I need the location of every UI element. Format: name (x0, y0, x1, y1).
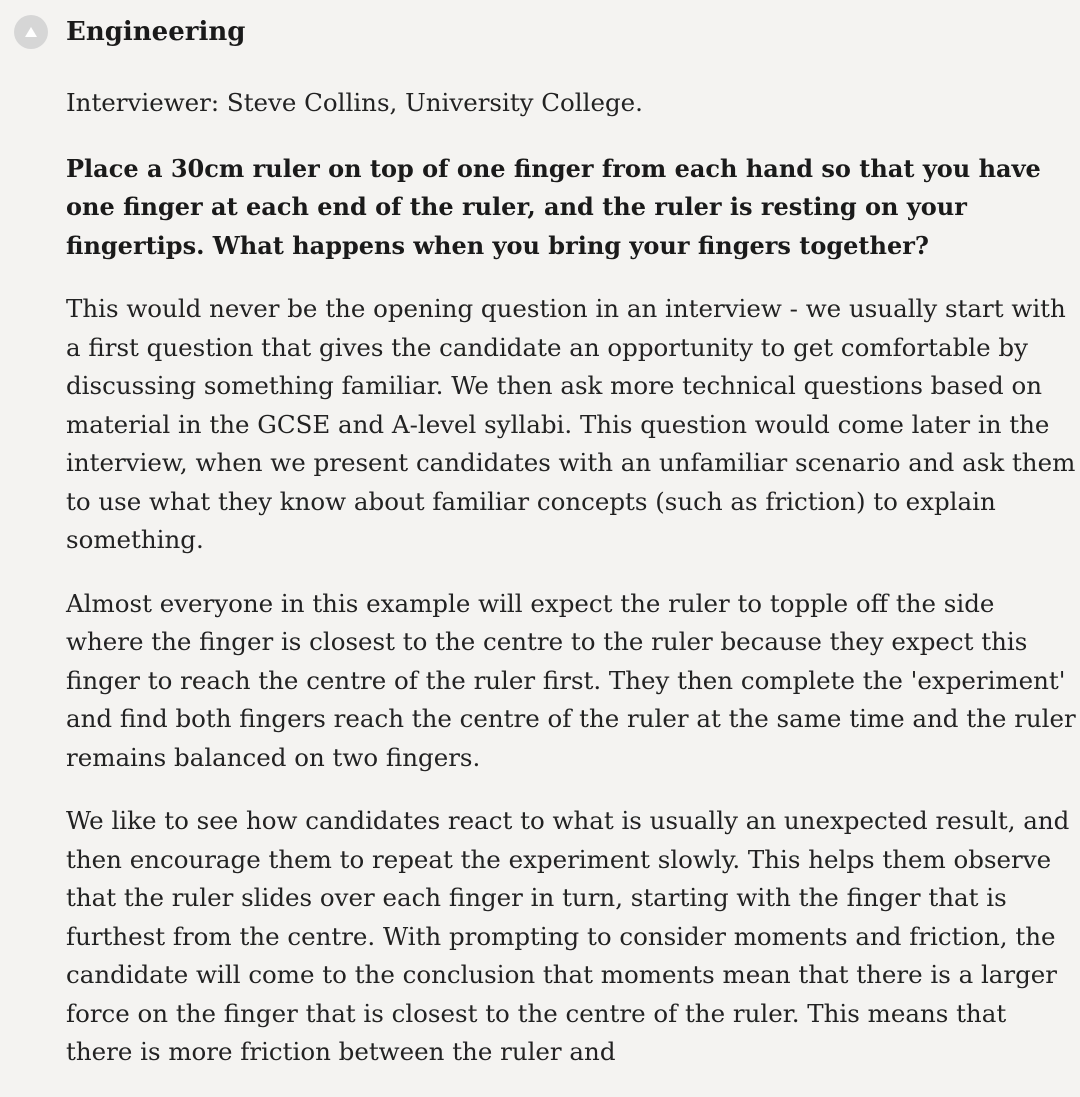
interview-question: Place a 30cm ruler on top of one finger from each hand so that you have one finger at each end of the ruler, and the ruler is resting on your fingertips. What happens when you bring your fingers together? (66, 153, 1041, 260)
interviewer-line: Interviewer: Steve Collins, University College. (66, 88, 643, 117)
section-title: Engineering (66, 17, 246, 47)
answer-paragraph: We like to see how candidates react to what is usually an unexpected result, and then encourage them to repeat the experiment slowly. This helps them observe that the ruler slides over each finger in turn, starting with the finger that is furthest from the centre. With prompting to consider moments and friction, the candidate will come to the conclusion that moments mean that there is a larger force on the finger that is closest to the centre of the ruler. This means that there is more friction between the ruler and (66, 806, 1070, 1066)
article-body (66, 84, 1076, 1097)
collapse-toggle-button[interactable] (14, 15, 48, 49)
section-header (14, 12, 245, 52)
triangle-up-icon (24, 26, 38, 38)
answer-paragraph: This would never be the opening question in an interview - we usually start with a first question that gives the candidate an opportunity to get comfortable by discussing something familiar. We then ask more technical questions based on material in the GCSE and A-level syllabi. This question would come later in the interview, when we present candidates with an unfamiliar scenario and ask them to use what they know about familiar concepts (such as friction) to explain something. (66, 294, 1076, 554)
answer-paragraph: Almost everyone in this example will expect the ruler to topple off the side where the finger is closest to the centre to the ruler because they expect this finger to reach the centre of the ruler first. They then complete the 'experiment' and find both fingers reach the centre of the ruler at the same time and the ruler remains balanced on two fingers. (66, 588, 1076, 772)
